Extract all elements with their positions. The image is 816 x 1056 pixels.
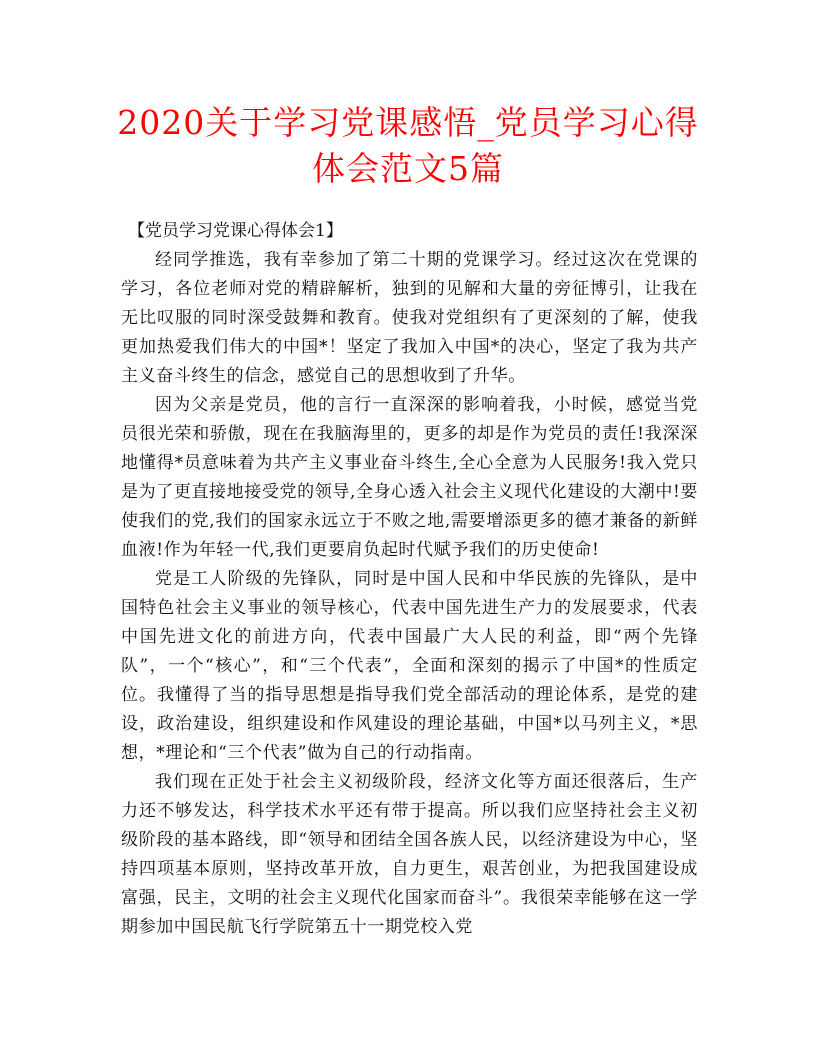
document-body bbox=[121, 217, 698, 942]
paragraph-2: 因为父亲是党员，他的言行一直深深的影响着我，小时候，感觉当党员很光荣和骄傲，现在在我脑海里的，更多的却是作为党员的责任!我深深地懂得*员意味着为共产主义事业奋斗终生,全心全意为人民服务!我入党只是为了更直接地接受党的领导,全身心透入社会主义现代化建设的大潮中!要使我们的党,我们的国家永远立于不败之地,需要增添更多的德才兼备的新鲜血液!作为年轻一代,我们更要肩负起时代赋予我们的历史使命! bbox=[121, 395, 698, 560]
paragraph-3: 党是工人阶级的先锋队，同时是中国人民和中华民族的先锋队，是中国特色社会主义事业的领导核心，代表中国先进生产力的发展要求，代表中国先进文化的前进方向，代表中国最广大人民的利益，即“两个先锋队”，一个“核心”，和“三个代表”，全面和深刻的揭示了中国*的性质定位。我懂得了当的指导思想是指导我们党全部活动的理论体系，是党的建设，政治建设，组织建设和作风建设的理论基础，中国*以马列主义，*思想，*理论和“三个代表”做为自己的行动指南。 bbox=[121, 569, 698, 763]
paragraph-4: 我们现在正处于社会主义初级阶段，经济文化等方面还很落后，生产力还不够发达，科学技术水平还有带于提高。所以我们应坚持社会主义初级阶段的基本路线，即“领导和团结全国各族人民，以经济建设为中心，坚持四项基本原则，坚持改革开放，自力更生，艰苦创业，为把我国建设成富强，民主，文明的社会主义现代化国家而奋斗”。我很荣幸能够在这一学期参加中国民航飞行学院第五十一期党校入党 bbox=[121, 772, 698, 937]
paragraph-1: 经同学推选，我有幸参加了第二十期的党课学习。经过这次在党课的学习，各位老师对党的精辟解析，独到的见解和大量的旁征博引，让我在无比叹服的同时深受鼓舞和教育。使我对党组织有了更深刻的了解，使我更加热爱我们伟大的中国*！坚定了我加入中国*的决心，坚定了我为共产主义奋斗终生的信念，感觉自己的思想收到了升华。 bbox=[121, 250, 698, 386]
document-title: 2020关于学习党课感悟_党员学习心得体会范文5篇 bbox=[117, 103, 699, 188]
section-heading: 【党员学习党课心得体会1】 bbox=[128, 221, 343, 241]
